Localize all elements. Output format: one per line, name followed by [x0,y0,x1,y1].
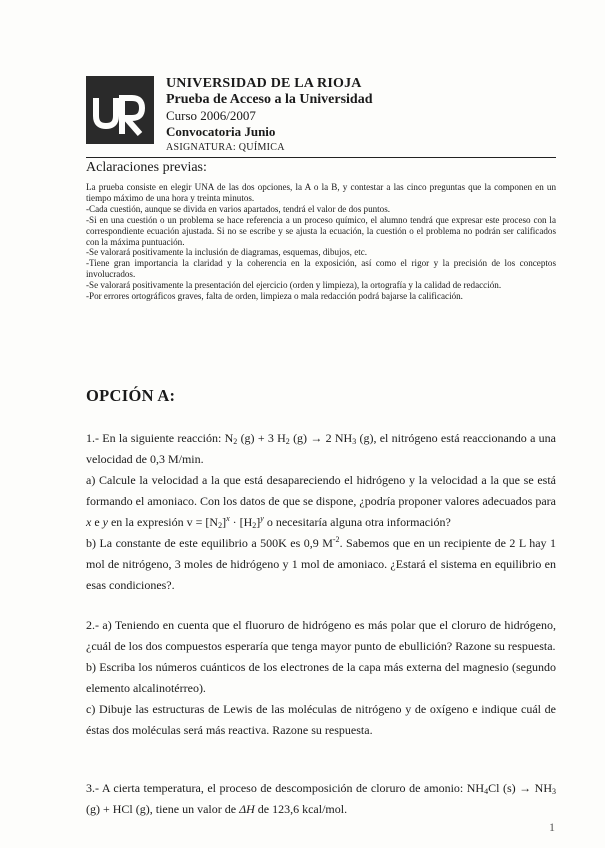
question-3-text: 3.- A cierta temperatura, el proceso de descomposición de cloruro de amonio: $NH_4Cl$ $(s) \to NH_3$ (g) + HCl (g), tiene un valor de ΔH de 123,6 kcal/mol. [86,781,556,816]
aclaracion-item: -Se valorará positivamente la presentación del ejercicio (orden y limpieza), la ortografía y la calidad de redacción. [86,280,502,291]
question-1-intro: 1.- En la siguiente reacción: $N_2$ (g) + 3 $H_2$ (g) → 2 $NH_3$ (g), el nitrógeno está reaccionando a una velocidad de 0,3 M/min. [86,431,556,466]
university-name: UNIVERSIDAD DE LA RIOJA [166,76,362,91]
page-number: 1 [549,820,555,834]
question-1-part-b: b) La constante de este equilibrio a 500K es 0,9 $M^{-2}$. Sabemos que en un recipiente de 2 L hay 1 mol de nitrógeno, 3 moles de hidrógeno y 1 mol de amoniaco. ¿Estará el sistema en equilibrio en esas condiciones?. [86,535,556,592]
aclaracion-item: La prueba consiste en elegir UNA de las dos opciones, la A o la B, y contestar a las cinco preguntas que la componen en un tiempo máximo de una hora y treinta minutos. [86,182,556,203]
question-1 [86,428,556,596]
exam-session: Convocatoria Junio [166,124,276,139]
question-2-part-c: c) Dibuje las estructuras de Lewis de las moléculas de nitrógeno y de oxígeno e indique cuál de éstas dos moléculas será más reactiva. Razone su respuesta. [86,702,556,737]
aclaracion-item: -Por errores ortográficos graves, falta de orden, limpieza o mala redacción podrá bajarse la calificación. [86,291,463,302]
aclaracion-item: -Tiene gran importancia la claridad y la coherencia en la exposición, así como el rigor y la precisión de los conceptos involucrados. [86,258,556,280]
exam-header [166,76,373,156]
question-1-part-a: a) Calcule la velocidad a la que está desapareciendo el hidrógeno y la velocidad a la que se está formando el amoniaco. Con los datos de que se dispone, ¿podría proponer valores adecuados para x e y en la expresión $v = [N_2]^x \cdot [H_2]^y$ o necesitaría alguna otra información? [86,473,556,530]
aclaracion-item: -Se valorará positivamente la inclusión de diagramas, esquemas, dibujos, etc. [86,247,368,258]
aclaraciones-list [86,182,556,302]
question-2-part-a: 2.- a) Teniendo en cuenta que el fluoruro de hidrógeno es más polar que el cloruro de hidrógeno, ¿cuál de los dos compuestos esperaría que tenga mayor punto de ebullición? Razone su respuesta. [86,618,556,653]
question-2-part-b: b) Escriba los números cuánticos de los electrones de la capa más externa del magnesio (segundo elemento alcalinotérreo). [86,660,556,695]
university-logo [86,76,154,144]
exam-name: Prueba de Acceso a la Universidad [166,92,373,107]
question-3 [86,778,556,820]
header-divider [86,157,556,158]
question-2 [86,615,556,741]
aclaraciones-title: Aclaraciones previas: [86,160,207,175]
option-a-title: OPCIÓN A: [86,386,176,405]
aclaracion-item: -Cada cuestión, aunque se divida en varios apartados, tendrá el valor de dos puntos. [86,203,391,214]
course-year: Curso 2006/2007 [166,108,256,123]
subject: ASIGNATURA: QUÍMICA [166,142,285,153]
aclaracion-item: -Si en una cuestión o un problema se hace referencia a un proceso químico, el alumno tendrá que expresar este proceso con la correspondiente ecuación ajustada. Si no se escribe y se ajusta la ecuación, la cuestión o el problema no podrán ser calificados con la máxima puntuación. [86,214,556,247]
ur-logo-graphic [86,76,154,144]
